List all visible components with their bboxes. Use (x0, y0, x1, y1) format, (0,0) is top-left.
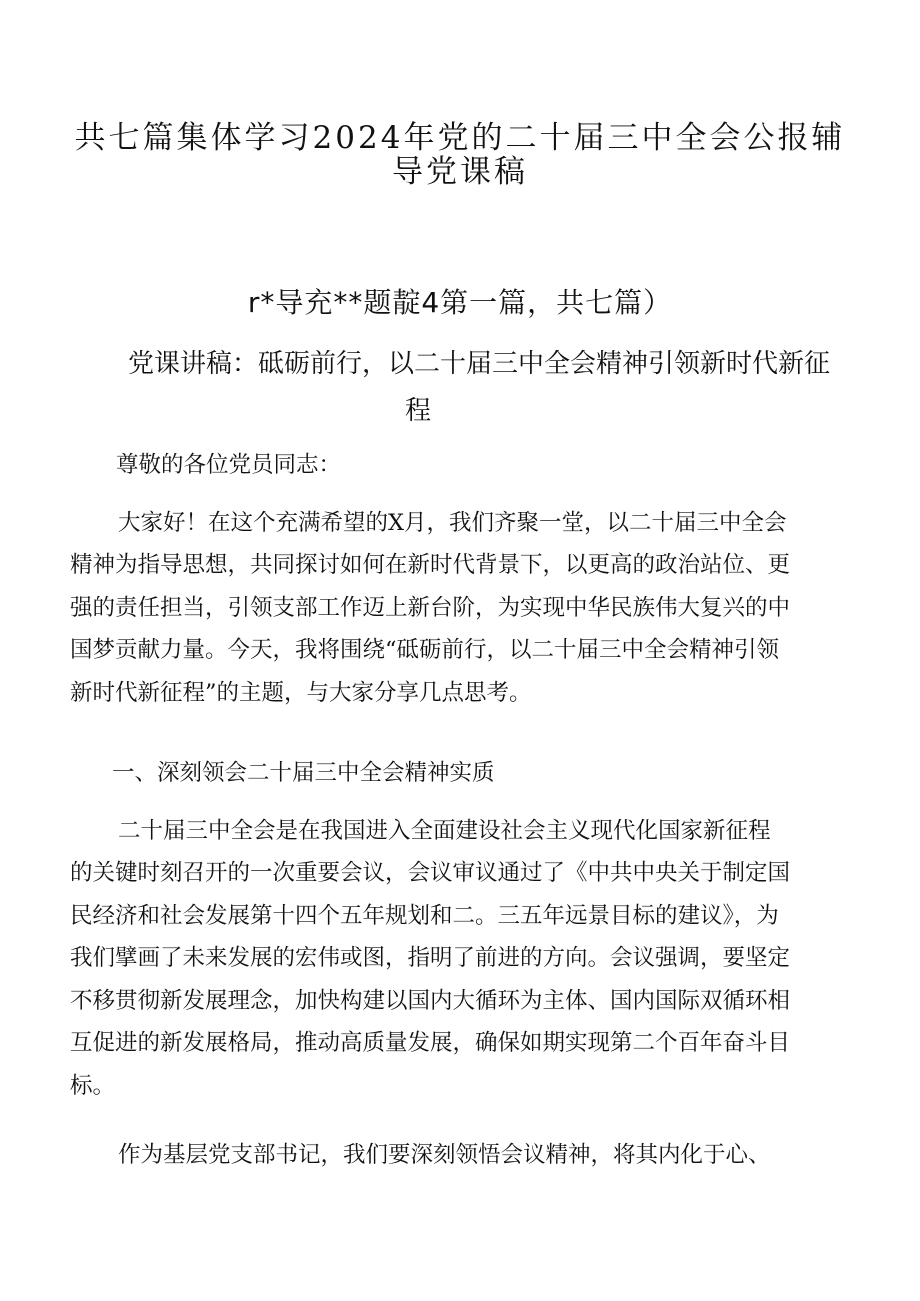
document-subtitle: r*导充**题靛4第一篇，共七篇） (247, 286, 673, 319)
section1-line: 民经济和社会发展第十四个五年规划和二。三五年远景目标的建议》，为 (70, 903, 779, 929)
section1-line: 我们擘画了未来发展的宏伟或图，指明了前进的方向。会议强调，要坚定 (70, 945, 791, 971)
salutation: 尊敬的各位党员同志： (116, 452, 342, 478)
section1-heading: 一、深刻领会二十届三中全会精神实质 (112, 760, 495, 786)
section1-line: 二十届三中全会是在我国进入全面建设社会主义现代化国家新征程 (118, 818, 771, 844)
intro-line: 强的责任担当，引领支部工作迈上新台阶，为实现中华民族伟大复兴的中 (70, 595, 791, 621)
section1-line: 标。 (70, 1073, 116, 1099)
intro-line: 大家好！在这个充满希望的X月，我们齐聚一堂，以二十届三中全会 (118, 510, 787, 536)
intro-line: 精神为指导思想，共同探讨如何在新时代背景下，以更高的政治站位、更 (70, 552, 791, 578)
document-title-line2: 导党课稿 (392, 154, 528, 190)
section1-line: 的关键时刻召开的一次重要会议，会议审议通过了《中共中央关于制定国 (70, 860, 791, 886)
lecture-title-line2: 程 (405, 396, 432, 426)
section1-para2-line: 作为基层党支部书记，我们要深刻领悟会议精神，将其内化于心、 (118, 1142, 771, 1168)
intro-line: 新时代新征程”的主题，与大家分享几点思考。 (70, 680, 532, 706)
section1-line: 不移贯彻新发展理念，加快构建以国内大循环为主体、国内国际双循环相 (70, 988, 791, 1014)
section1-line: 互促进的新发展格局，推动高质量发展，确保如期实现第二个百年奋斗目 (70, 1030, 791, 1056)
document-title-line1: 共七篇集体学习2024年党的二十届三中全会公报辅 (74, 120, 846, 156)
lecture-title-line1: 党课讲稿：砥砺前行，以二十届三中全会精神引领新时代新征 (128, 349, 831, 379)
intro-line: 国梦贡献力量。今天，我将围绕“砥砺前行，以二十届三中全会精神引领 (70, 637, 780, 663)
